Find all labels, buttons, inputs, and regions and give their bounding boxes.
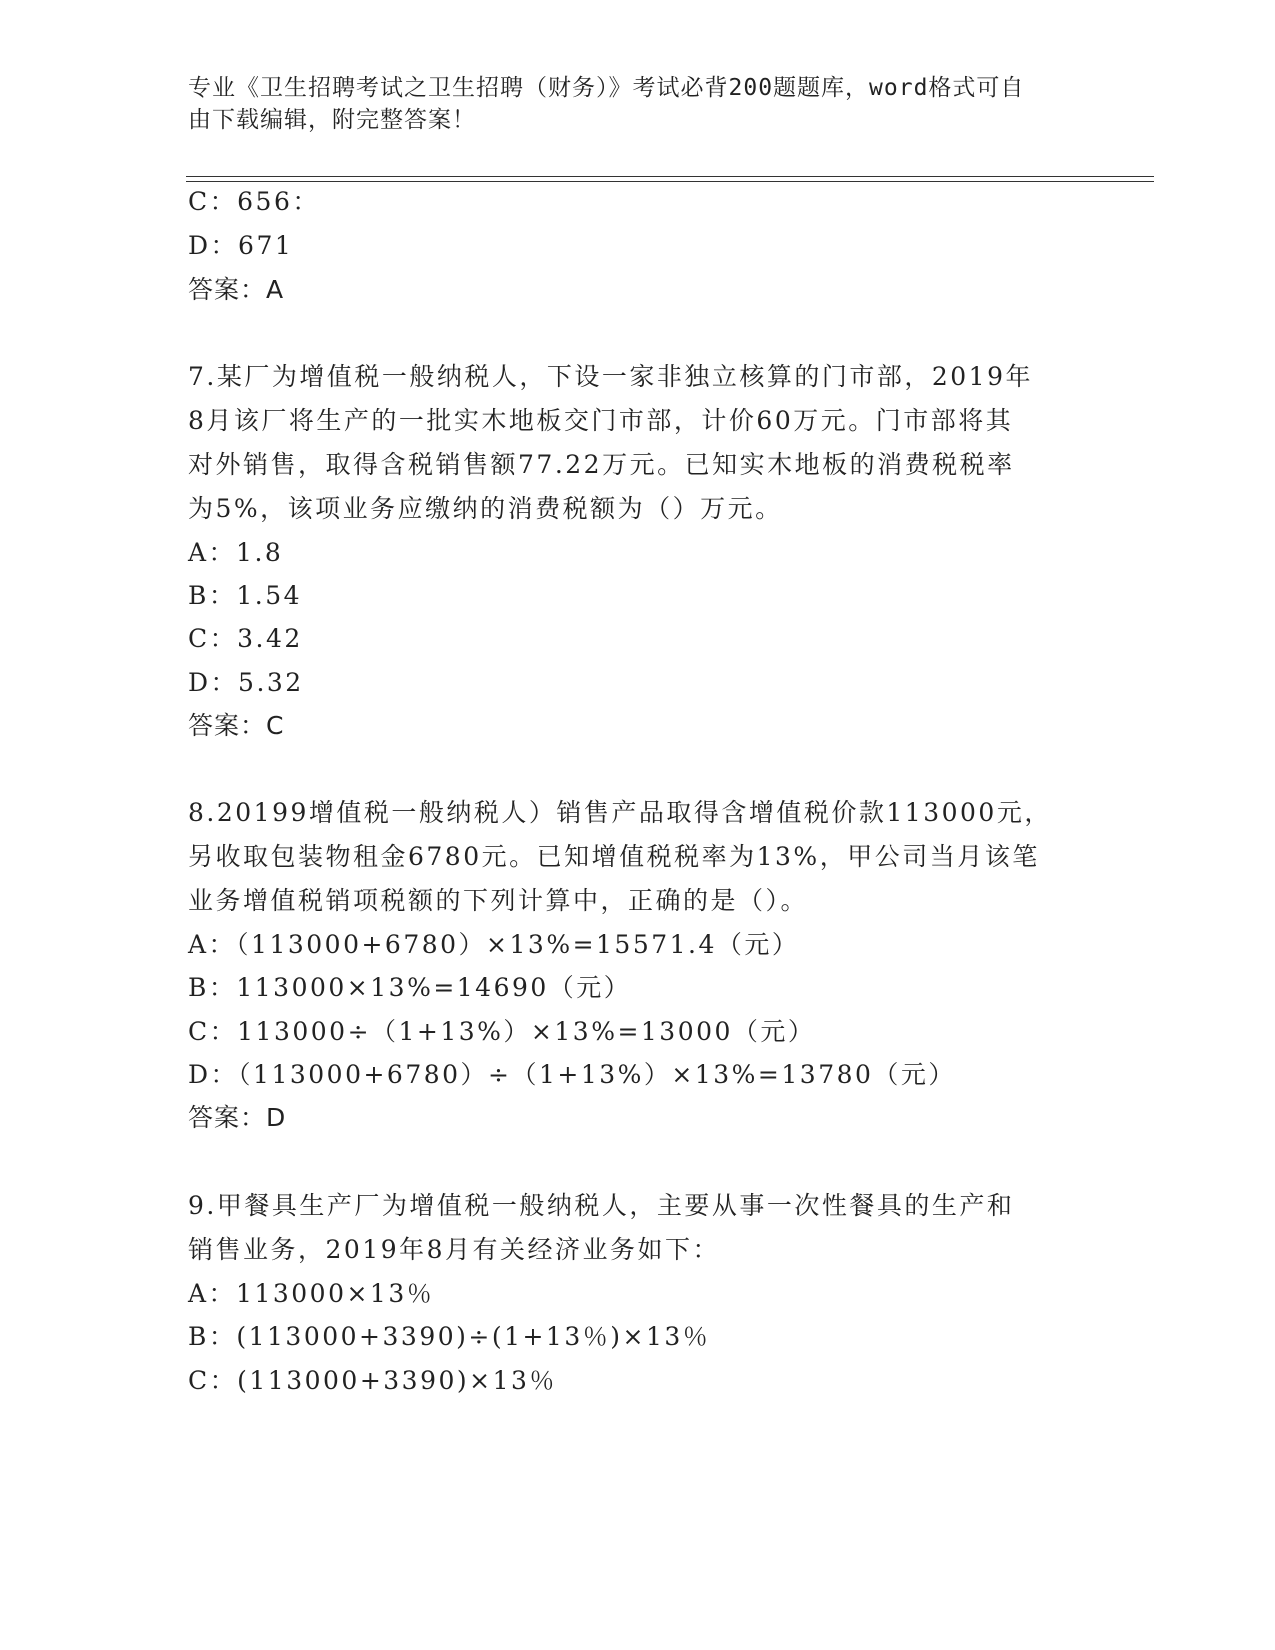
option-d: D：（113000+6780）÷（1+13%）×13%=13780（元）: [188, 1060, 956, 1089]
question-stem-line: 为5%，该项业务应缴纳的消费税额为（）万元。: [188, 494, 783, 523]
option-c: C：656：: [188, 187, 320, 216]
option-a: A：113000×13％: [188, 1279, 435, 1308]
answer-line: 答案：C: [188, 711, 285, 740]
option-c: C：3.42: [188, 624, 303, 653]
question-stem-line: 7.某厂为增值税一般纳税人，下设一家非独立核算的门市部，2019年: [188, 362, 1033, 391]
option-b: B：113000×13%=14690（元）: [188, 973, 632, 1002]
question-stem-line: 另收取包装物租金6780元。已知增值税税率为13%，甲公司当月该笔: [188, 842, 1040, 871]
answer-line: 答案：A: [188, 275, 285, 304]
question-stem-line: 对外销售，取得含税销售额77.22万元。已知实木地板的消费税税率: [188, 450, 1015, 479]
header-line: 专业《卫生招聘考试之卫生招聘（财务）》考试必背200题题库，word格式可自: [188, 75, 1025, 101]
question-stem-line: 业务增值税销项税额的下列计算中，正确的是（）。: [188, 886, 809, 915]
header-rule: [186, 181, 1154, 182]
header-line: 由下载编辑，附完整答案！: [188, 107, 476, 133]
question-stem-line: 销售业务，2019年8月有关经济业务如下：: [188, 1235, 721, 1264]
option-d: D：5.32: [188, 668, 304, 697]
header-rule: [186, 176, 1154, 177]
option-d: D：671: [188, 231, 294, 260]
option-b: B：(113000+3390)÷(1+13％)×13％: [188, 1322, 711, 1351]
option-c: C：113000÷（1+13%）×13%=13000（元）: [188, 1017, 816, 1046]
option-b: B：1.54: [188, 581, 303, 610]
option-c: C：(113000+3390)×13％: [188, 1366, 557, 1395]
question-stem-line: 8.20199增值税一般纳税人）销售产品取得含增值税价款113000元，: [188, 798, 1052, 827]
answer-line: 答案：D: [188, 1103, 287, 1132]
document-header: [188, 72, 1068, 136]
option-a: A：1.8: [188, 538, 284, 567]
question-stem-line: 9.甲餐具生产厂为增值税一般纳税人，主要从事一次性餐具的生产和: [188, 1191, 1015, 1220]
option-a: A：（113000+6780）×13%=15571.4（元）: [188, 930, 800, 959]
question-stem-line: 8月该厂将生产的一批实木地板交门市部，计价60万元。门市部将其: [188, 406, 1014, 435]
